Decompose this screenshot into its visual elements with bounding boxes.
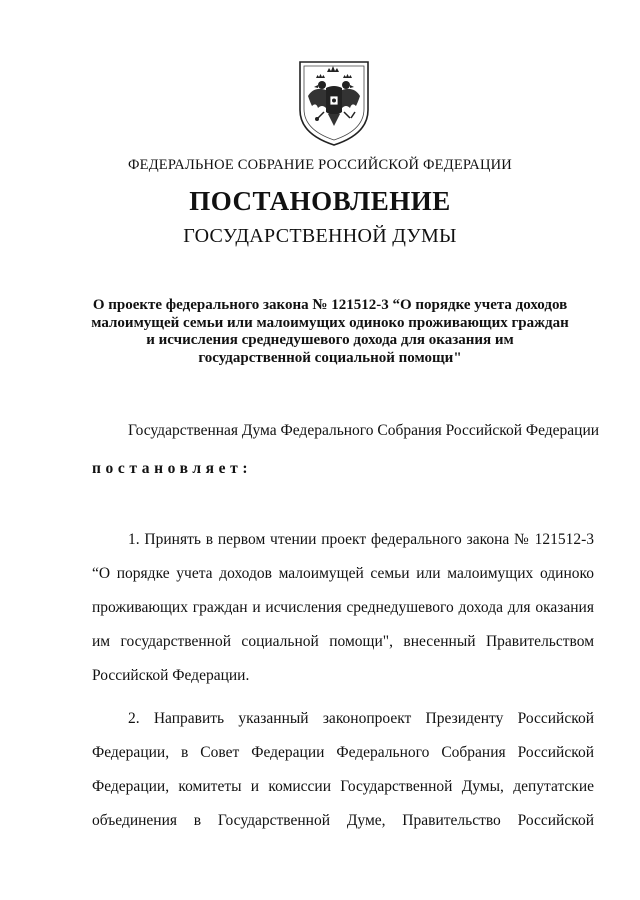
paragraph-line: им государственной социальной помощи", внесенный Правительством [92,633,594,650]
double-headed-eagle-icon [296,58,372,148]
decree-word: постановляет: [92,460,253,477]
paragraph-line: 1. Принять в первом чтении проект федерального закона № 121512-3 [128,531,594,548]
paragraph-line: 2. Направить указанный законопроект Президенту Российской [128,710,594,727]
subject-line: государственной социальной помощи" [198,349,462,366]
paragraph-line: Федерации, комитеты и комиссии Государственной Думы, депутатские [92,778,594,795]
organization-heading: ФЕДЕРАЛЬНОЕ СОБРАНИЕ РОССИЙСКОЙ ФЕДЕРАЦИИ [128,157,512,173]
paragraph-1 [92,530,594,700]
paragraph-line: Федерации, в Совет Федерации Федерального Собрания Российской [92,744,594,761]
issuing-authority: ГОСУДАРСТВЕННОЙ ДУМЫ [183,225,457,247]
subject-line: О проекте федерального закона № 121512-3 “О порядке учета доходов [92,297,568,313]
document-subject [60,297,600,367]
paragraph-line: Российской Федерации. [92,667,250,684]
paragraph-line: проживающих граждан и исчисления среднедушевого дохода для оказания [92,599,594,616]
subject-line: и исчисления среднедушевого дохода для оказания им [146,332,514,348]
paragraph-2 [92,709,594,845]
document-type-title: ПОСТАНОВЛЕНИЕ [189,186,451,216]
subject-line: малоимущей семьи или малоимущих одиноко проживающих граждан [91,314,569,331]
preamble-text: Государственная Дума Федерального Собрания Российской Федерации [128,422,600,439]
paragraph-line: объединения в Государственной Думе, Правительство Российской [92,812,594,829]
paragraph-line: “О порядке учета доходов малоимущей семьи или малоимущих одиноко [92,565,594,582]
coat-of-arms-emblem [296,58,372,148]
